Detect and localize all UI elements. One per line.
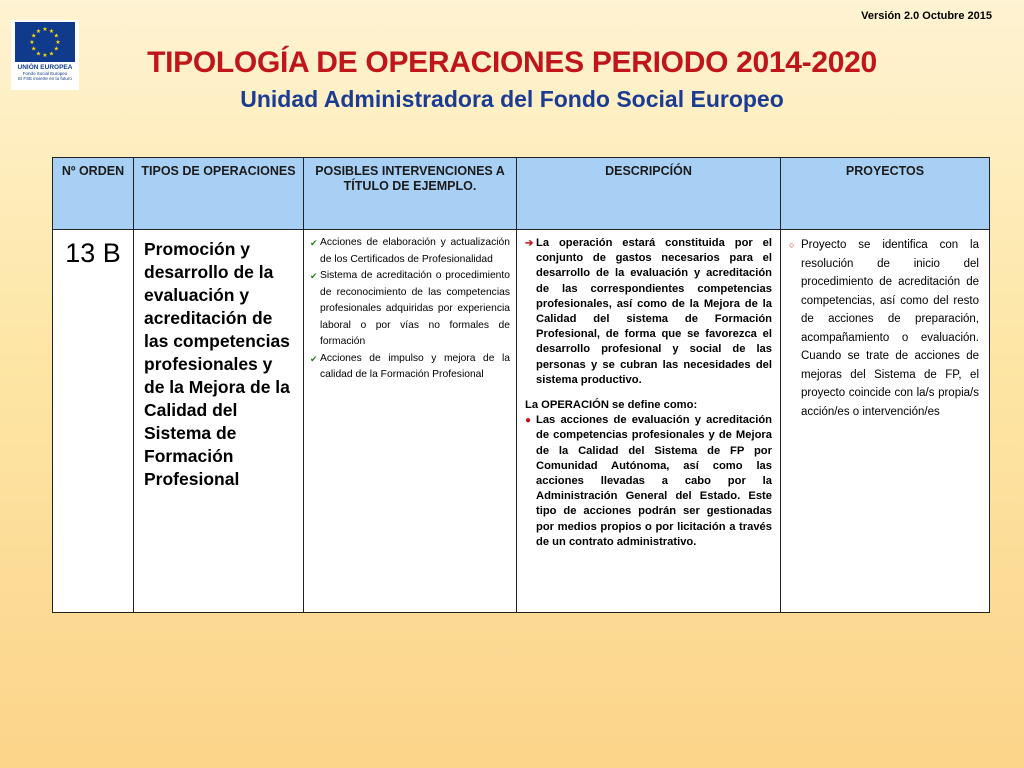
page-subtitle: Unidad Administradora del Fondo Social Europeo	[240, 86, 784, 112]
header-posibles: POSIBLES INTERVENCIONES A TÍTULO DE EJEMPLO.	[304, 158, 517, 230]
circle-bullet-icon: ○	[789, 240, 795, 250]
list-item: ● Las acciones de evaluación y acreditación de competencias profesionales y de Mejora de la Calidad del Sistema de FP por Comunidad Autónoma, así como las acciones llevadas a cabo por la Administración General del Estado. Este tipo de acciones podrán ser gestionadas por medios propios o por licitación a través de un contrato administrativo.	[525, 414, 772, 548]
header-orden: Nº ORDEN	[53, 158, 134, 230]
table-row	[53, 230, 990, 613]
orden-cell: 13 B	[53, 230, 134, 613]
bullet-dot-icon: ●	[525, 415, 532, 427]
checkmark-icon: ✔	[310, 353, 318, 364]
eu-star-icon: ★	[35, 51, 42, 58]
header-tipos: TIPOS DE OPERACIONES	[134, 158, 304, 230]
header-proyectos: PROYECTOS	[781, 158, 990, 230]
proyectos-list	[789, 236, 979, 421]
posibles-list	[310, 235, 510, 384]
logo-line-1: Fondo Social Europeo	[22, 71, 68, 76]
checkmark-icon: ✔	[310, 238, 318, 248]
eu-star-icon: ★	[31, 46, 37, 53]
checkmark-icon: ✔	[310, 271, 318, 281]
operation-definition-label: La OPERACIÓN se define como:	[525, 399, 698, 412]
page-title: TIPOLOGÍA DE OPERACIONES PERIODO 2014-2020	[147, 46, 877, 79]
eu-star-icon: ★	[53, 33, 59, 40]
eu-star-icon: ★	[48, 51, 55, 58]
table-header-row	[53, 158, 990, 230]
eu-star-icon: ★	[42, 53, 48, 60]
eu-star-icon: ★	[35, 28, 42, 35]
posibles-cell	[304, 230, 517, 613]
arrow-right-icon: ➔	[525, 238, 534, 249]
list-item: ✔ Acciones de elaboración y actualización de los Certificados de Profesionalidad	[310, 237, 510, 265]
tipo-cell: Promoción y desarrollo de la evaluación y acreditación de las competencias profesionales y de la Mejora de la Calidad del Sistema de Formación Profesional	[134, 230, 304, 613]
descripcion-list	[525, 413, 772, 550]
logo-line-2: El FSE invierte en tu futuro	[18, 76, 72, 81]
logo-title: UNIÓN EUROPEA	[17, 64, 73, 71]
list-item: ✔ Acciones de impulso y mejora de la calidad de la Formación Profesional	[310, 352, 510, 380]
eu-star-icon: ★	[29, 40, 35, 47]
eu-star-icon: ★	[55, 40, 61, 47]
descripcion-paragraph: ➔ La operación estará constituida por el conjunto de gastos necesarios para el desarrollo de la evaluación y acreditación de las correspondientes competencias profesionales, así como de la Mejora de la Calidad del sistema de Formación Profesional, de forma que se favorezca el desarrollo profesional y social de las personas y se cubran las necesidades del sistema productivo.	[525, 237, 772, 386]
list-item: ✔ Sistema de acreditación o procedimiento de reconocimiento de las competencias profesionales adquiridas por experiencia laboral o por vías no formales de formación	[310, 270, 510, 347]
version-label: Versión 2.0 Octubre 2015	[861, 10, 992, 22]
eu-star-icon: ★	[31, 33, 37, 40]
operations-table	[52, 157, 990, 613]
eu-star-icon: ★	[42, 27, 48, 34]
eu-star-icon: ★	[48, 28, 55, 35]
descripcion-cell	[517, 230, 781, 613]
eu-star-icon: ★	[53, 46, 59, 53]
header-descripcion: DESCRIPCÍÓN	[517, 158, 781, 230]
proyectos-cell	[781, 230, 990, 613]
list-item: ○ Proyecto se identifica con la resolución de inicio del procedimiento de acreditación de competencias, así como del resto de acciones de preparación, acompañamiento o evaluación. Cuando se trate de acciones de mejoras del Sistema de FP, el proyecto coincide con la/s propia/s acción/es o intervención/es	[789, 236, 979, 421]
